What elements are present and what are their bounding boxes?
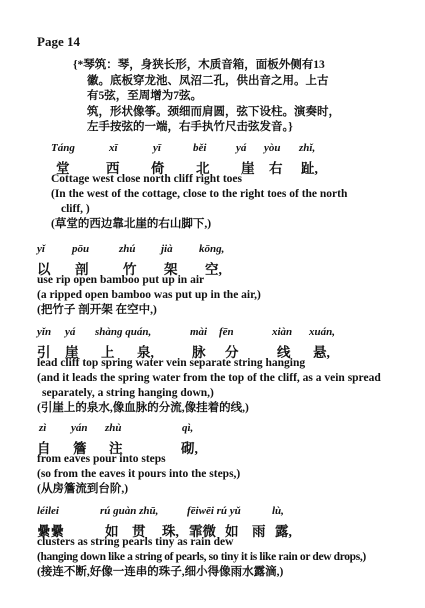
pinyin-row	[37, 243, 261, 258]
pinyin: lù,	[272, 505, 284, 517]
hanzi: 如	[105, 524, 119, 539]
stanza-2	[37, 243, 261, 318]
pinyin: yǐ	[37, 243, 45, 255]
pinyin: fēiwēi rú yǔ	[187, 505, 241, 517]
hanzi: 北	[196, 161, 210, 176]
pinyin: zhǐ,	[299, 142, 316, 154]
hanzi: 注	[109, 441, 123, 456]
stanza-4	[37, 422, 240, 497]
pinyin: xuán,	[309, 326, 335, 338]
hanzi: 崖	[65, 345, 79, 360]
word-gloss: from eaves pour into steps	[37, 453, 166, 465]
hanzi: 引	[37, 345, 51, 360]
hanzi: 右	[269, 161, 283, 176]
pinyin: yá	[65, 326, 76, 338]
chinese-translation: (从房簷流到台阶,)	[37, 483, 129, 495]
word-gloss: Cottage west close north cliff right toes	[51, 173, 242, 185]
hanzi: 上	[101, 345, 115, 360]
chinese-translation: (把竹子 剖开架 在空中,)	[37, 304, 157, 316]
pinyin: shàng quán,	[95, 326, 152, 338]
hanzi: 以	[37, 262, 51, 277]
hanzi-row	[37, 520, 366, 539]
hanzi: 珠,	[162, 524, 179, 539]
english-translation: separately, a string hanging down,)	[42, 387, 214, 399]
chinese-translation: (接连不断,好像一连串的珠子,细小得像雨水露滴,)	[37, 566, 284, 578]
word-gloss: clusters as string pearls tiny as rain dew	[37, 536, 234, 548]
pinyin: xiàn	[272, 326, 293, 338]
stanza-3	[37, 326, 381, 416]
stanza-5	[37, 505, 366, 580]
hanzi: 竹	[123, 262, 137, 277]
footnote-line: {*琴筑：琴，身狭长形，木质音箱，面板外侧有13	[73, 59, 325, 71]
pinyin: yòu	[264, 142, 281, 154]
english-translation: (and it leads the spring water from the top of the cliff, as a vein spread	[37, 372, 381, 384]
hanzi: 脉	[192, 345, 206, 360]
hanzi-row	[51, 157, 347, 176]
hanzi: 自	[37, 441, 51, 456]
footnote-line: 徽。底板穿龙池、凤沼二孔，供出音之用。上古	[87, 74, 329, 87]
pinyin: zì	[39, 422, 47, 434]
hanzi: 雨	[252, 524, 266, 539]
english-translation: cliff, )	[61, 203, 90, 215]
pinyin: qì,	[182, 422, 194, 434]
pinyin: yán	[71, 422, 88, 434]
page-number: Page 14	[37, 34, 80, 49]
hanzi: 趾,	[301, 161, 318, 176]
pinyin: zhù	[105, 422, 122, 434]
hanzi: 簷	[73, 441, 87, 456]
hanzi: 崖	[241, 161, 255, 176]
pinyin-row	[37, 422, 240, 437]
hanzi: 悬,	[313, 345, 330, 360]
footnote-line: 左手按弦的一端，右手执竹尺击弦发音。}	[87, 121, 293, 133]
pinyin: Táng	[51, 142, 75, 154]
pinyin: fēn	[219, 326, 234, 338]
footnote-block	[73, 58, 340, 136]
hanzi: 砌,	[181, 441, 198, 456]
hanzi: 分	[225, 345, 239, 360]
hanzi: 剖	[75, 262, 89, 277]
pinyin: yǐn	[37, 326, 52, 338]
pinyin: léilei	[37, 505, 59, 517]
pinyin: běi	[193, 142, 207, 154]
hanzi: 泉,	[137, 345, 154, 360]
hanzi: 露,	[275, 524, 292, 539]
pinyin: yá	[236, 142, 247, 154]
hanzi: 堂	[56, 161, 70, 176]
hanzi-row	[37, 258, 261, 277]
pinyin: mài	[190, 326, 208, 338]
pinyin: zhú	[119, 243, 136, 255]
hanzi: 倚	[151, 161, 165, 176]
pinyin: jià	[161, 243, 173, 255]
pinyin: yī	[153, 142, 161, 154]
chinese-translation: (引崖上的泉水,像血脉的分流,像挂着的线,)	[37, 402, 249, 414]
hanzi: 如	[225, 524, 239, 539]
word-gloss: lead cliff top spring water vein separate string hanging	[37, 357, 306, 369]
hanzi: 纍纍	[37, 524, 64, 539]
hanzi: 贯	[132, 524, 146, 539]
pinyin-row	[37, 326, 381, 341]
hanzi: 霏微	[189, 524, 216, 539]
hanzi: 西	[106, 161, 120, 176]
hanzi-row	[37, 437, 240, 456]
english-translation: (In the west of the cottage, close to the right toes of the north	[51, 188, 348, 200]
pinyin: pōu	[72, 243, 90, 255]
pinyin-row	[51, 142, 347, 157]
hanzi: 线	[277, 345, 291, 360]
stanza-1	[37, 142, 347, 232]
pinyin: kōng,	[199, 243, 225, 255]
footnote-line: 有5弦，至周增为7弦。	[87, 90, 202, 102]
english-translation: (so from the eaves it pours into the steps,)	[37, 468, 241, 480]
english-translation: (hanging down like a string of pearls, so tiny it is like rain or dew drops,)	[37, 551, 366, 563]
hanzi: 空,	[205, 262, 222, 277]
english-translation: (a ripped open bamboo was put up in the air,)	[37, 289, 261, 301]
chinese-translation: (草堂的西边靠北崖的右山脚下,)	[51, 218, 212, 230]
pinyin: xī	[109, 142, 118, 154]
hanzi: 架	[164, 262, 178, 277]
footnote-line: 筑，形状像筝。颈细而肩圆，弦下设柱。演奏时，	[87, 105, 340, 118]
pinyin-row	[37, 505, 366, 520]
pinyin: rú guàn zhū,	[100, 505, 159, 517]
hanzi-row	[37, 341, 381, 360]
word-gloss: use rip open bamboo put up in air	[37, 274, 205, 286]
